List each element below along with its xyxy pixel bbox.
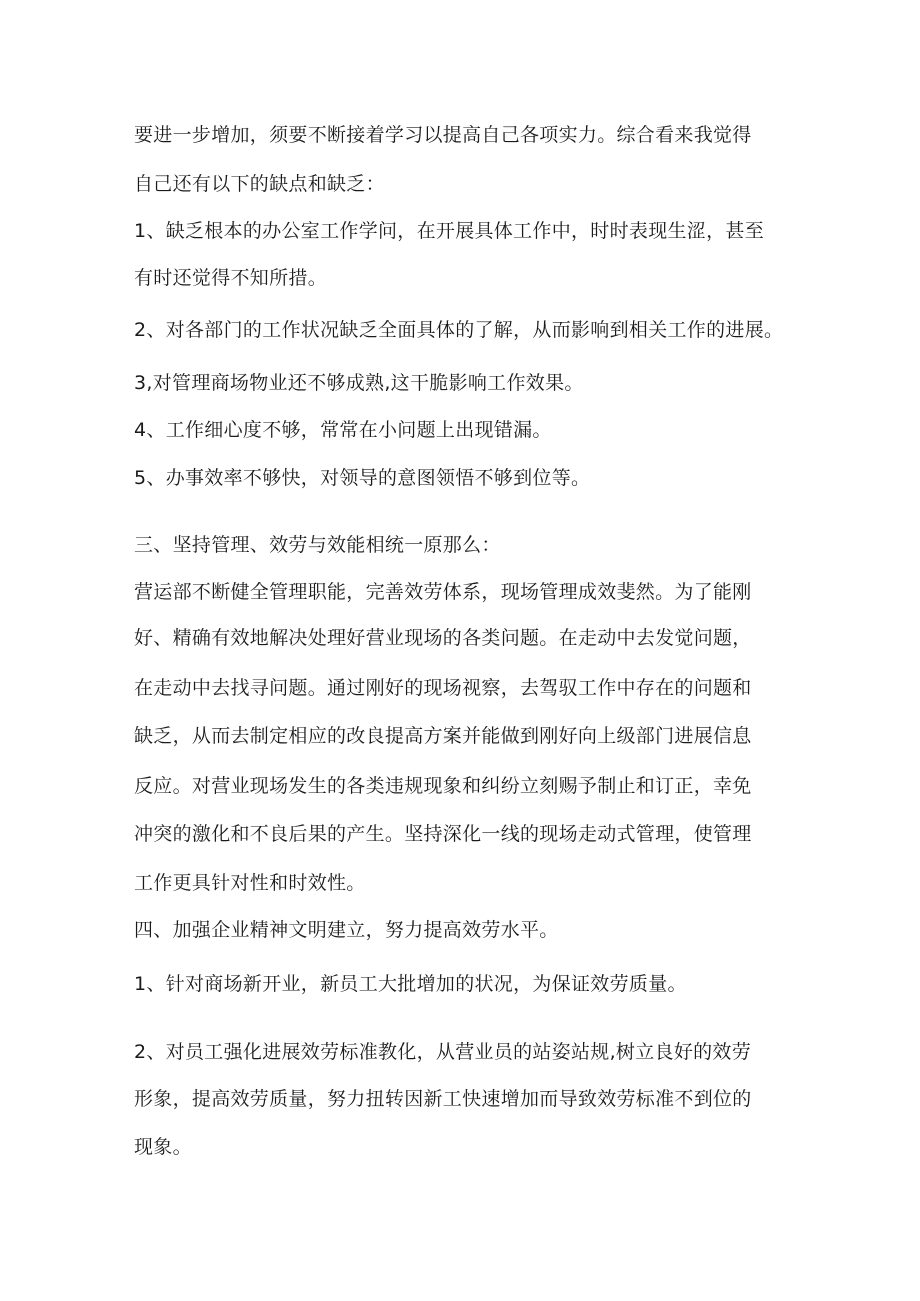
text-line: 形象，提高效劳质量，努力扭转因新工快速增加而导致效劳标准不到位的 <box>134 1088 752 1110</box>
text-line: 好、精确有效地解决处理好营业现场的各类问题。在走动中去发觉问题， <box>134 627 752 649</box>
text-line: 工作更具针对性和时效性。 <box>134 872 366 894</box>
text-line: 3,对管理商场物业还不够成熟,这干脆影响工作效果。 <box>134 372 584 394</box>
section-heading: 四、加强企业精神文明建立，努力提高效劳水平。 <box>134 919 559 941</box>
text-line: 4、工作细心度不够，常常在小问题上出现错漏。 <box>134 419 552 441</box>
text-line: 反应。对营业现场发生的各类违规现象和纠纷立刻赐予制止和订正，幸免 <box>134 775 752 797</box>
text-line: 营运部不断健全管理职能，完善效劳体系，现场管理成效斐然。为了能刚 <box>134 581 752 603</box>
text-line: 1、缺乏根本的办公室工作学问，在开展具体工作中，时时表现生涩，甚至 <box>134 220 764 242</box>
text-line: 冲突的激化和不良后果的产生。坚持深化一线的现场走动式管理，使管理 <box>134 823 752 845</box>
text-line: 在走动中去找寻问题。通过刚好的现场视察，去驾驭工作中存在的问题和 <box>134 677 752 699</box>
text-line: 2、对各部门的工作状况缺乏全面具体的了解，从而影响到相关工作的进展。 <box>134 319 784 341</box>
text-line: 现象。 <box>134 1136 192 1158</box>
text-line: 要进一步增加，须要不断接着学习以提高自己各项实力。综合看来我觉得 <box>134 124 752 146</box>
section-heading: 三、坚持管理、效劳与效能相统一原那么： <box>134 534 501 556</box>
text-line: 2、对员工强化进展效劳标准教化，从营业员的站姿站规,树立良好的效劳 <box>134 1041 752 1063</box>
text-line: 自己还有以下的缺点和缺乏： <box>134 173 385 195</box>
text-line: 5、办事效率不够快，对领导的意图领悟不够到位等。 <box>134 467 591 489</box>
text-line: 缺乏，从而去制定相应的改良提高方案并能做到刚好向上级部门进展信息 <box>134 725 752 747</box>
text-line: 1、针对商场新开业，新员工大批增加的状况，为保证效劳质量。 <box>134 973 687 995</box>
text-line: 有时还觉得不知所措。 <box>134 267 328 289</box>
